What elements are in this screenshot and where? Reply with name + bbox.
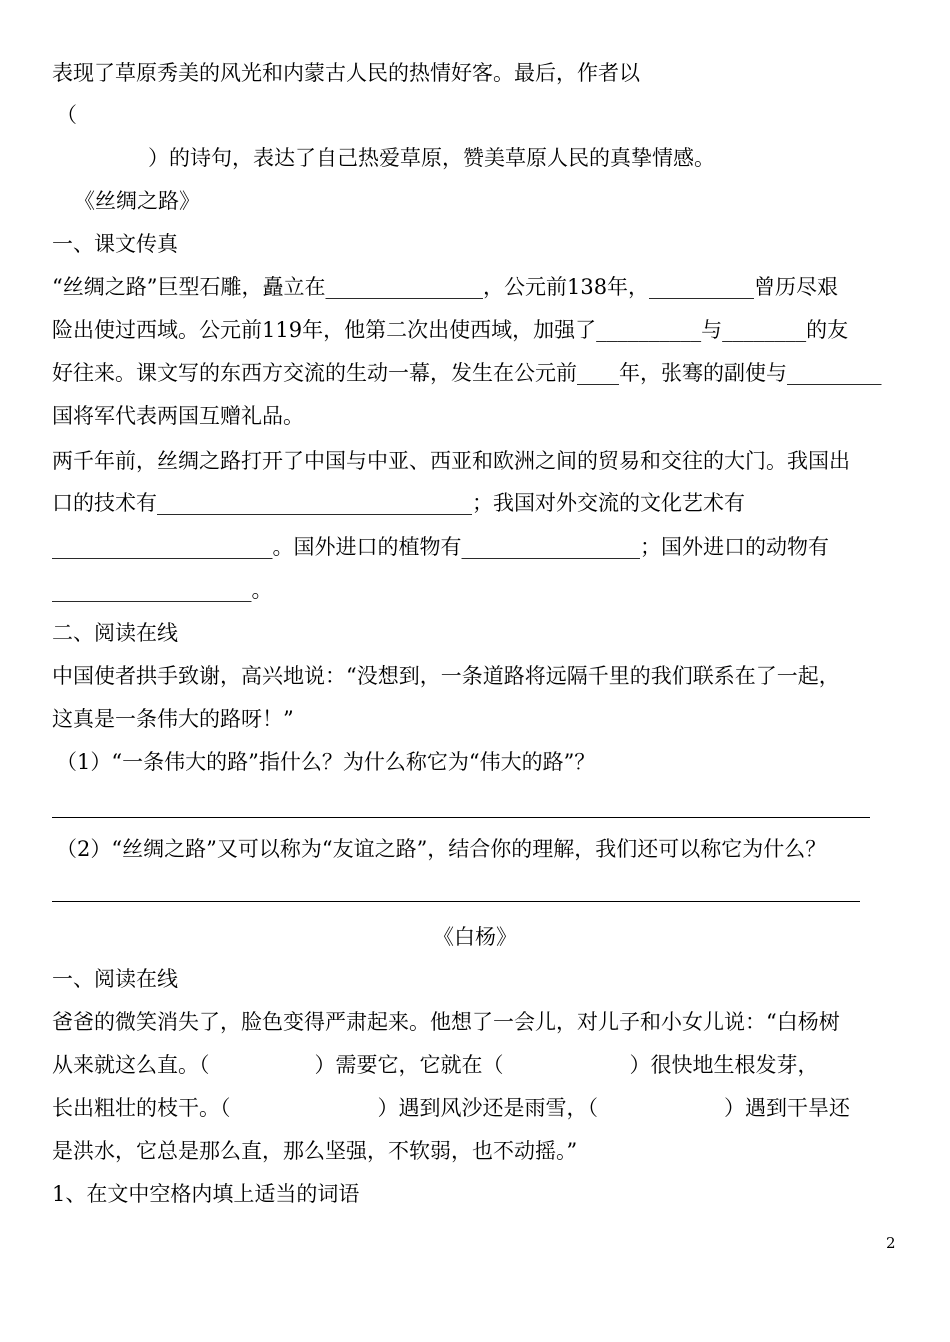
text-line-7: 险出使过西域。公元前119年，他第二次出使西域，加强了__________与________的友 [52,318,849,342]
text-line-16: 这真是一条伟大的路呀！” [52,707,294,731]
text-line-22: 从来就这么直。（ ）需要它，它就在（ ）很快地生根发芽， [52,1053,819,1077]
text-line-3: ）的诗句，表达了自己热爱草原，赞美草原人民的真挚情感。 [148,146,715,170]
section-title-baiyang: 《白杨》 [433,925,517,949]
text-line-1: 表现了草原秀美的风光和内蒙古人民的热情好客。最后，作者以 [52,61,640,85]
section-title-silk-road: 《丝绸之路》 [74,189,200,213]
heading-reading-online-2: 一、阅读在线 [52,967,178,991]
heading-text-review: 一、课文传真 [52,232,178,256]
text-line-2: （ [56,103,77,127]
text-line-10: 两千年前，丝绸之路打开了中国与中亚、西亚和欧洲之间的贸易和交往的大门。我国出 [52,449,850,473]
text-line-12: _____________________。国外进口的植物有_________________；国外进口的动物有 [52,535,829,559]
exercise-instruction: 1、在文中空格内填上适当的词语 [52,1182,360,1206]
answer-line-1 [52,817,870,818]
text-line-21: 爸爸的微笑消失了，脸色变得严肃起来。他想了一会儿，对儿子和小女儿说：“白杨树 [52,1010,840,1034]
question-1: （1）“一条伟大的路”指什么？为什么称它为“伟大的路”？ [56,750,596,774]
text-line-13: ___________________。 [52,578,273,602]
question-2: （2）“丝绸之路”又可以称为“友谊之路”，结合你的理解，我们还可以称它为什么？ [56,837,827,861]
text-line-8: 好往来。课文写的东西方交流的生动一幕，发生在公元前____年，张骞的副使与_________ [52,361,882,385]
text-line-6: “丝绸之路”巨型石雕，矗立在_______________，公元前138年，__________曾历尽艰 [52,275,839,299]
text-line-11: 口的技术有______________________________；我国对外交流的文化艺术有 [52,491,745,515]
text-line-15: 中国使者拱手致谢，高兴地说：“没想到，一条道路将远隔千里的我们联系在了一起， [52,664,840,688]
answer-line-2 [52,901,860,902]
page-number: 2 [886,1234,896,1252]
text-line-9: 国将军代表两国互赠礼品。 [52,404,304,428]
heading-reading-online: 二、阅读在线 [52,621,178,645]
text-line-24: 是洪水，它总是那么直，那么坚强，不软弱，也不动摇。” [52,1139,578,1163]
text-line-23: 长出粗壮的枝干。（ ）遇到风沙还是雨雪，（ ）遇到干旱还 [52,1096,850,1120]
